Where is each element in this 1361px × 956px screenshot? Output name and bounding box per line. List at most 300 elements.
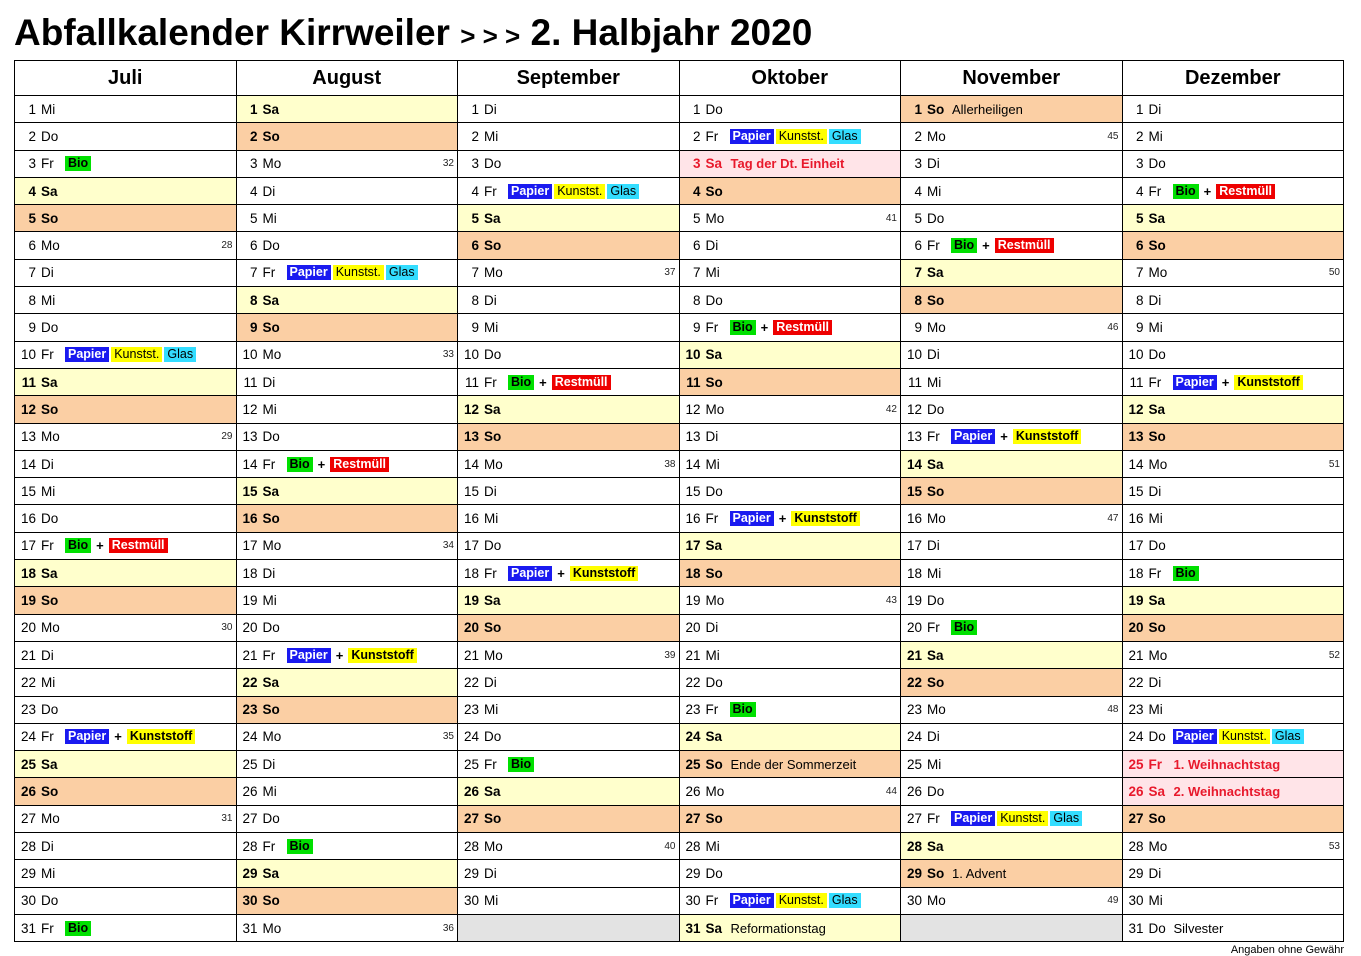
day-weekday: Mi (927, 565, 942, 581)
month-header-oktober: Oktober (679, 61, 901, 96)
day-cell (458, 123, 680, 150)
week-number: 40 (664, 840, 676, 852)
day-number: 4 (1135, 183, 1144, 199)
day-number: 7 (914, 265, 922, 281)
day-cell (1122, 778, 1344, 805)
waste-tag-glas: Glas (829, 893, 861, 908)
day-weekday: Do (705, 292, 723, 308)
day-cell (901, 833, 1123, 860)
day-cell (679, 96, 901, 123)
day-cell (236, 287, 458, 314)
day-cell (236, 232, 458, 259)
day-cell (236, 205, 458, 232)
day-cell (679, 368, 901, 395)
day-cell (458, 833, 680, 860)
day-cell (679, 833, 901, 860)
day-cell (679, 778, 901, 805)
day-cell (15, 560, 237, 587)
day-cell (901, 887, 1123, 914)
day-cell (236, 669, 458, 696)
day-number: 17 (1128, 538, 1144, 554)
waste-tag-restmuell: Restmüll (109, 538, 168, 553)
day-cell (679, 751, 901, 778)
month-header-september: September (458, 61, 680, 96)
page-title-main: Abfallkalender Kirrweiler (14, 12, 450, 53)
day-cell (1122, 833, 1344, 860)
day-cell (15, 368, 237, 395)
day-cell (236, 696, 458, 723)
day-weekday: Di (41, 265, 54, 281)
day-cell (236, 641, 458, 668)
day-number: 29 (685, 865, 701, 881)
day-note: 1. Weihnachtstag (1173, 756, 1281, 772)
day-weekday: So (484, 620, 502, 636)
day-number: 17 (685, 538, 701, 554)
day-weekday: So (484, 238, 502, 254)
day-number: 13 (20, 429, 36, 445)
day-cell (236, 505, 458, 532)
day-number: 11 (686, 374, 701, 390)
day-weekday: So (262, 128, 280, 144)
day-weekday: Mo (705, 210, 725, 226)
day-number: 30 (906, 893, 922, 909)
day-weekday: Mi (1148, 320, 1163, 336)
day-number: 3 (249, 156, 258, 172)
day-weekday: Sa (262, 101, 280, 117)
day-weekday: So (705, 183, 723, 199)
day-cell (236, 833, 458, 860)
plus-separator: + (1221, 374, 1230, 390)
day-weekday: Fr (484, 565, 497, 581)
day-number: 18 (242, 565, 258, 581)
day-cell (236, 614, 458, 641)
day-cell (458, 805, 680, 832)
day-cell (1122, 232, 1344, 259)
day-weekday: Mi (705, 456, 720, 472)
day-number: 29 (242, 865, 258, 881)
day-number: 2 (914, 128, 922, 144)
day-cell (1122, 560, 1344, 587)
waste-tag-papier: Papier (1173, 729, 1217, 744)
day-number: 4 (249, 183, 258, 199)
day-weekday: So (41, 592, 59, 608)
day-number: 12 (906, 401, 922, 417)
day-number: 13 (463, 429, 479, 445)
day-cell (1122, 423, 1344, 450)
day-number: 9 (1135, 320, 1144, 336)
day-weekday: Mo (1148, 456, 1168, 472)
day-cell (901, 751, 1123, 778)
day-number: 15 (685, 483, 701, 499)
day-weekday: Fr (41, 729, 54, 745)
day-cell (236, 914, 458, 941)
day-weekday: Mi (41, 101, 56, 117)
day-number: 24 (1128, 729, 1144, 745)
day-number: 21 (685, 647, 701, 663)
day-weekday: Mo (705, 784, 725, 800)
day-number: 27 (685, 811, 701, 827)
waste-tag-glas: Glas (607, 184, 639, 199)
waste-tag-papier: Papier (730, 511, 774, 526)
day-number: 15 (242, 483, 258, 499)
day-weekday: So (927, 483, 945, 499)
day-number: 31 (242, 920, 258, 936)
day-number: 11 (21, 374, 36, 390)
day-cell (679, 423, 901, 450)
day-cell (236, 177, 458, 204)
day-weekday: Mo (262, 920, 282, 936)
day-cell (15, 614, 237, 641)
day-weekday: Fr (262, 265, 276, 281)
day-cell (15, 505, 237, 532)
day-weekday: Sa (41, 565, 58, 581)
day-weekday: Sa (927, 838, 944, 854)
waste-tag-bio: Bio (287, 457, 313, 472)
day-weekday: Fr (41, 347, 54, 363)
waste-tag-bio: Bio (508, 375, 534, 390)
waste-tag-restmuell: Restmüll (773, 320, 832, 335)
day-cell (901, 532, 1123, 559)
calendar-row (15, 123, 1344, 150)
day-weekday: So (705, 756, 723, 772)
day-number: 15 (1128, 483, 1144, 499)
day-weekday: Mo (262, 156, 282, 172)
day-weekday: Di (1148, 674, 1162, 690)
day-number: 20 (242, 620, 258, 636)
day-cell (1122, 805, 1344, 832)
day-weekday: Di (262, 565, 276, 581)
day-number: 7 (1135, 265, 1144, 281)
day-weekday: Fr (705, 128, 719, 144)
day-weekday: Di (927, 156, 940, 172)
day-weekday: Mo (41, 429, 60, 445)
waste-tag-papier: Papier (508, 184, 552, 199)
day-weekday: Mo (927, 893, 946, 909)
day-cell (901, 723, 1123, 750)
day-number: 26 (242, 784, 258, 800)
day-number: 6 (692, 238, 701, 254)
day-note: Ende der Sommerzeit (730, 756, 857, 772)
day-number: 24 (685, 729, 701, 745)
day-cell (901, 205, 1123, 232)
day-weekday: So (1148, 811, 1166, 827)
day-number: 12 (685, 401, 701, 417)
day-number: 2 (471, 128, 479, 144)
day-number: 30 (20, 893, 36, 909)
waste-tag-bio: Bio (508, 757, 534, 772)
day-weekday: Mi (41, 674, 56, 690)
day-cell (901, 614, 1123, 641)
day-number: 24 (463, 729, 479, 745)
day-cell (236, 478, 458, 505)
day-weekday: So (705, 374, 723, 390)
day-number: 16 (242, 511, 258, 527)
day-cell (236, 887, 458, 914)
day-number: 27 (463, 811, 479, 827)
day-weekday: So (705, 565, 723, 581)
week-number: 41 (885, 212, 897, 224)
plus-separator: + (982, 238, 990, 254)
day-cell (679, 341, 901, 368)
day-note: 1. Advent (952, 865, 1007, 881)
day-weekday: Do (1148, 156, 1166, 172)
day-note: Allerheiligen (952, 101, 1023, 117)
week-number: 36 (442, 922, 454, 934)
day-cell (458, 887, 680, 914)
calendar-row (15, 368, 1344, 395)
waste-tag-restmuell: Restmüll (330, 457, 389, 472)
day-cell (1122, 505, 1344, 532)
day-number: 12 (242, 401, 258, 417)
day-number: 26 (463, 784, 479, 800)
day-cell (679, 505, 901, 532)
waste-tag-papier: Papier (287, 265, 331, 280)
day-weekday: Sa (927, 647, 944, 663)
day-number: 23 (463, 702, 479, 718)
day-number: 18 (20, 565, 36, 581)
day-number: 15 (906, 483, 922, 499)
day-number: 19 (242, 592, 258, 608)
day-cell (1122, 614, 1344, 641)
day-weekday: Di (262, 756, 276, 772)
calendar-row (15, 560, 1344, 587)
day-cell (901, 478, 1123, 505)
day-cell (901, 641, 1123, 668)
day-number: 20 (463, 620, 479, 636)
day-weekday: Sa (927, 265, 944, 281)
day-weekday: Fr (1148, 756, 1162, 772)
day-number: 23 (1128, 702, 1144, 718)
day-cell (1122, 96, 1344, 123)
day-weekday: Do (41, 702, 59, 718)
day-cell (458, 423, 680, 450)
day-cell (679, 641, 901, 668)
day-number: 6 (471, 238, 479, 254)
day-number: 16 (685, 511, 701, 527)
day-number: 3 (471, 156, 479, 172)
week-number: 49 (1107, 895, 1119, 907)
day-cell (458, 232, 680, 259)
waste-tag-glas: Glas (829, 129, 861, 144)
day-cell (458, 177, 680, 204)
day-number: 22 (463, 674, 479, 690)
waste-tag-kunstst: Kunstst. (333, 265, 384, 280)
waste-tag-kunstst: Kunstst. (111, 347, 162, 362)
waste-tag-kunstst: Kunstst. (554, 184, 605, 199)
day-weekday: So (262, 702, 280, 718)
day-number: 23 (685, 702, 701, 718)
waste-tag-glas: Glas (386, 265, 418, 280)
calendar-row (15, 805, 1344, 832)
week-number: 43 (885, 594, 897, 606)
day-cell (458, 723, 680, 750)
day-cell (901, 287, 1123, 314)
day-weekday: Fr (484, 756, 497, 772)
day-number: 9 (692, 320, 701, 336)
day-number: 5 (249, 210, 258, 226)
day-weekday: Mo (484, 838, 503, 854)
day-cell (15, 833, 237, 860)
day-cell (458, 341, 680, 368)
day-weekday: So (484, 811, 502, 827)
waste-tag-kunststoff: Kunststoff (348, 648, 417, 663)
waste-tag-kunstst: Kunstst. (776, 893, 827, 908)
month-header-juli: Juli (15, 61, 237, 96)
day-weekday: Mo (262, 347, 282, 363)
day-weekday: Sa (705, 156, 723, 172)
waste-tag-kunstst: Kunstst. (776, 129, 827, 144)
day-number: 26 (20, 784, 36, 800)
calendar-row (15, 641, 1344, 668)
day-weekday: Mi (484, 702, 499, 718)
day-weekday: Sa (705, 538, 723, 554)
waste-tag-papier: Papier (1173, 375, 1217, 390)
plus-separator: + (539, 374, 547, 390)
day-cell (15, 751, 237, 778)
day-weekday: Fr (927, 620, 940, 636)
day-weekday: Mo (927, 702, 946, 718)
day-cell (901, 396, 1123, 423)
day-note: Silvester (1173, 920, 1224, 936)
day-weekday: Mo (41, 620, 60, 636)
day-weekday: Fr (41, 156, 54, 172)
day-number: 10 (242, 347, 258, 363)
day-weekday: Di (1148, 292, 1162, 308)
day-weekday: Fr (927, 811, 940, 827)
day-number: 5 (471, 210, 479, 226)
calendar-row (15, 396, 1344, 423)
day-number: 3 (28, 156, 36, 172)
day-cell (679, 532, 901, 559)
waste-tag-papier: Papier (287, 648, 331, 663)
waste-tag-papier: Papier (65, 729, 109, 744)
day-weekday: Sa (262, 674, 280, 690)
day-weekday: Mo (1148, 265, 1168, 281)
day-number: 14 (685, 456, 701, 472)
day-weekday: Do (484, 156, 502, 172)
day-weekday: Sa (1148, 784, 1166, 800)
day-cell (679, 560, 901, 587)
day-cell (901, 560, 1123, 587)
day-cell (458, 259, 680, 286)
day-number: 8 (249, 292, 258, 308)
waste-tag-kunststoff: Kunststoff (127, 729, 196, 744)
day-weekday: Mo (41, 238, 60, 254)
day-number: 16 (906, 511, 922, 527)
day-number: 31 (685, 920, 701, 936)
calendar-row (15, 505, 1344, 532)
day-weekday: Fr (1148, 374, 1162, 390)
day-cell (1122, 696, 1344, 723)
day-number: 20 (20, 620, 36, 636)
day-cell (15, 259, 237, 286)
day-cell (679, 259, 901, 286)
day-number: 14 (20, 456, 36, 472)
day-number: 1 (914, 101, 922, 117)
waste-tag-glas: Glas (164, 347, 196, 362)
calendar-row (15, 887, 1344, 914)
calendar-row (15, 751, 1344, 778)
week-number: 50 (1328, 267, 1340, 279)
day-weekday: Mi (1148, 511, 1163, 527)
day-cell (15, 314, 237, 341)
waste-tag-bio: Bio (951, 620, 977, 635)
day-number: 2 (28, 128, 36, 144)
day-weekday: Mi (705, 647, 720, 663)
day-cell (458, 914, 680, 941)
week-number: 28 (221, 240, 233, 252)
day-weekday: Sa (262, 292, 280, 308)
day-number: 11 (243, 374, 258, 390)
day-cell (458, 505, 680, 532)
day-number: 22 (20, 674, 36, 690)
day-cell (458, 368, 680, 395)
waste-tag-papier: Papier (65, 347, 109, 362)
day-number: 27 (1128, 811, 1144, 827)
day-cell (15, 669, 237, 696)
calendar-row (15, 614, 1344, 641)
day-weekday: Sa (1148, 401, 1166, 417)
day-cell (901, 177, 1123, 204)
day-cell (679, 150, 901, 177)
day-number: 25 (463, 756, 479, 772)
day-weekday: Mo (262, 538, 282, 554)
day-cell (679, 232, 901, 259)
day-cell (679, 478, 901, 505)
day-weekday: Sa (262, 865, 280, 881)
day-number: 18 (906, 565, 922, 581)
calendar-row (15, 723, 1344, 750)
day-cell (458, 614, 680, 641)
day-number: 1 (28, 101, 36, 117)
calendar-row (15, 914, 1344, 941)
day-weekday: Mi (41, 292, 56, 308)
day-number: 22 (1128, 674, 1144, 690)
day-cell (458, 150, 680, 177)
waste-tag-kunstst: Kunstst. (1219, 729, 1270, 744)
day-weekday: Mo (705, 592, 725, 608)
day-number: 8 (28, 292, 36, 308)
day-weekday: Mo (484, 265, 503, 281)
day-cell (901, 450, 1123, 477)
day-number: 1 (471, 101, 479, 117)
month-header-row (15, 61, 1344, 96)
day-weekday: Mi (927, 374, 942, 390)
day-cell (1122, 314, 1344, 341)
day-number: 17 (463, 538, 479, 554)
day-number: 29 (463, 865, 479, 881)
day-cell (1122, 723, 1344, 750)
day-weekday: Mi (484, 320, 499, 336)
day-weekday: Do (262, 620, 280, 636)
day-weekday: Di (484, 865, 497, 881)
day-cell (679, 450, 901, 477)
waste-tag-bio: Bio (287, 839, 313, 854)
title-arrows: > > > (460, 21, 521, 51)
day-weekday: Sa (705, 347, 723, 363)
day-weekday: Mi (1148, 702, 1163, 718)
day-cell (679, 860, 901, 887)
day-note: Reformationstag (730, 920, 826, 936)
page-title (0, 0, 1361, 60)
day-cell (1122, 641, 1344, 668)
day-weekday: Di (41, 838, 54, 854)
day-weekday: So (41, 210, 59, 226)
day-number: 31 (20, 920, 36, 936)
day-number: 10 (463, 347, 479, 363)
day-cell (458, 396, 680, 423)
day-number: 5 (28, 210, 36, 226)
